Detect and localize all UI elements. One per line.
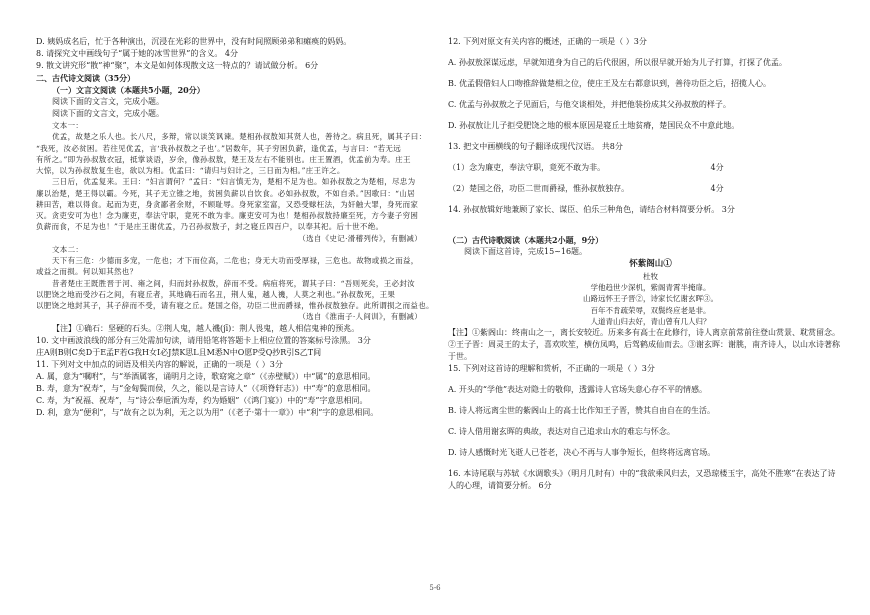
poem-line: 山路远怀王子晋②，诗家长忆谢玄晖③。 xyxy=(583,294,718,304)
subsection-heading: （一）文言文阅读（本题共5小题，20分） xyxy=(52,85,205,95)
question-option: D. 孙叔敖让儿子拒受肥饶之地的根本原因是寝丘土地贫瘠，楚国民众不中意此地。 xyxy=(448,121,740,130)
question-option: B. 优孟假借妇人口吻推辞做楚相之位，使庄王及左右都意识到，善待功臣之后，招揽人心。 xyxy=(448,79,771,88)
passage-line: 优孟，故楚之乐人也。长八尺，多辩，常以谈笑讽谏。楚相孙叔敖知其贤人也，善待之。病且死，属其子曰： xyxy=(52,132,427,142)
poem-line: 学他趋世少深机，紫阁青霄半掩扉。 xyxy=(590,283,711,292)
question-12: 12. 下列对原文有关内容的概述，正确的一项是（ ）3分 xyxy=(448,37,647,46)
passage-line: 有所之。”即为孙叔敖衣冠，抵掌谈语，岁余，像孙叔敖，楚王及左右不能别也。庄王置酒，优孟前为寿。庄王 xyxy=(36,154,411,164)
annotation: 于世。 xyxy=(448,352,472,361)
score: 4分 xyxy=(710,163,724,172)
question-10: 10. 文中画波浪线的部分有三处需加句读，请用铅笔将答题卡上相应位置的答案标号涂黑。 3分 xyxy=(36,335,371,345)
passage-line: 天下有三危：少德而多宠，一危也；才下而位高，二危也；身无大功而受厚禄，三危也。故物或损之而益， xyxy=(52,256,419,265)
section-heading: 二、古代诗文阅读（35分） xyxy=(36,73,136,83)
translation-sentence: （2）楚国之俗，功臣二世而爵禄，惟孙叔敖独存。 xyxy=(448,184,630,193)
question-11: 11. 下列对文中加点的词语及相关内容的解说，正确的一项是（ ）3分 xyxy=(36,359,283,369)
annotation: 【注】①确石：坚硬的石头。②荆人鬼，越人禨(jī)：荆人畏鬼，越人相信鬼神的预兆。 xyxy=(52,323,360,333)
subsection-heading: （二）古代诗歌阅读（本题共2小题，9分） xyxy=(448,235,604,245)
question-option: B. 诗人将远离尘世的紫阁山上的高士比作知王子晋，赞其自由自在的生活。 xyxy=(448,406,715,415)
question-option: D. 诗人感慨时光飞逝人已苍老，决心不再与人事争短长，但终将远离官场。 xyxy=(448,448,716,457)
instruction: 阅读下面这首诗，完成15~16题。 xyxy=(464,247,588,256)
question-option: A. 开头的“学他”表达对隐士的敬仰，透露诗人官场失意心存不平的情感。 xyxy=(448,385,708,394)
answer-markers: 庄A则B则C矣D于E孟F若G我H女I必J禁K思L且M悉N中O愿P受Q抄R引S乙T间 xyxy=(36,347,322,357)
question-option: D. 利，意为“便利”，与“故有之以为利，无之以为用”（《老子·第十一章》）中“利”字的意思相同。 xyxy=(36,407,379,417)
page-number: 5-6 xyxy=(429,584,441,592)
instruction: 阅读下面的文言文，完成小题。 xyxy=(52,109,164,118)
passage-line: 大惊，以为孙叔敖复生也，欲以为相。优孟曰：“请归与妇计之，三日而为相。”庄王许之。 xyxy=(36,166,345,175)
passage-line: 三日后，优孟复来。王曰：“妇言谓何？”孟曰：“妇言慎无为，楚相不足为也。如孙叔敖之为楚相，尽忠为 xyxy=(52,177,416,187)
poem-line: 百年不肯疏荣辱，双鬓终应老是非。 xyxy=(590,305,711,315)
question-8: 8. 请探究文中画线句子“属于她的冰雪世界”的含义。 4分 xyxy=(36,49,238,58)
score: 4分 xyxy=(710,184,724,193)
question-16-cont: 人的心理，请简要分析。 6分 xyxy=(448,481,552,490)
passage-line: “我死，汝必贫困。若往见优孟，言‘我孙叔敖之子也’。”居数年，其子穷困负薪，逢优孟，与言曰：“若无远 xyxy=(36,143,402,153)
poem-author: 杜牧 xyxy=(643,271,658,281)
passage-line: 或益之而损。何以知其然也？ xyxy=(36,267,138,277)
question-13: 13. 把文中画横线的句子翻译成现代汉语。 共8分 xyxy=(448,142,623,151)
poem-title: 怀紫阁山① xyxy=(629,259,672,269)
question-option: D. 姨妈成名后，忙于各种演出，沉浸在光彩的世界中，没有时间照顾弟弟和瘫痪的妈妈。 xyxy=(36,37,352,46)
translation-sentence: （1）念为廉吏，奉法守职，竟死不敢为非。 xyxy=(448,163,606,172)
question-option: A. 属，意为“嘱咐”，与“举酒属客，诵明月之诗，歌窈窕之章”（《赤壁赋》）中“属”的意思相同。 xyxy=(36,371,376,381)
passage-line: 昔者楚庄王既胜晋于河、雍之间，归而封孙叔敖，辞而不受。病疽将死，谓其子曰：“吾则死矣，王必封汝 xyxy=(52,278,415,288)
question-15: 15. 下列对这首诗的理解和赏析，不正确的一项是（ ）3分 xyxy=(448,364,655,373)
left-column xyxy=(36,36,436,419)
poem-line: 人道青山归去好，青山曾有几人归？ xyxy=(590,316,711,326)
text-label: 文本二： xyxy=(52,244,84,254)
passage-line-underlined: 以肥饶之地封其子，其子辞而不受，请有寝之丘。楚国之俗，功臣二世而爵禄，惟孙叔敖独存。此所谓损之而益也。 xyxy=(36,301,434,310)
question-option: A. 孙叔敖深谋远虑，早就知道身为自己的后代很困，所以很早就开始为儿子打算，打探了优孟。 xyxy=(448,58,787,67)
translation-item xyxy=(448,162,853,174)
translation-item xyxy=(448,183,853,195)
question-14: 14. 孙叔敖辑好地兼顾了家长、谋臣、伯乐三种角色，请结合材料简要分析。 3分 xyxy=(448,205,735,214)
text-label: 文本一： xyxy=(52,121,84,130)
right-column xyxy=(448,36,853,492)
question-16: 16. 本诗尾联与苏轼《水调歌头》（明月几时有）中的“我欲乘风归去，又恐琼楼玉宇，高处不胜寒”在表达了诗 xyxy=(448,469,836,478)
question-option: C. 优孟与孙叔敖之子见面后，与他交谈相处，并把他装扮成其父孙叔敖的样子。 xyxy=(448,100,731,109)
question-option: B. 寿，意为“祝寿”，与“金甸鬓而侯，久之，能以是言诗人”（《项脊轩志》）中“寿”的意思相同。 xyxy=(36,383,376,393)
annotation: ②王子晋：周灵王的太子，喜欢吹笙，横仿凤鸣，后驾鹤成仙而去。③谢玄晖：谢朓，南齐诗人，以山水诗著称 xyxy=(448,340,840,349)
passage-source: （选自《淮南子·人间训》，有删减） xyxy=(298,312,422,322)
question-option: C. 诗人借用谢玄晖的典故，表达对自己追求山水的难忘与怀念。 xyxy=(448,427,675,436)
passage-line: 负薪而食，不足为也！”于是庄王谢优孟，乃召孙叔敖子，封之寝丘四百户，以奉其祀。后十世不绝。 xyxy=(36,222,384,232)
passage-line: 耕田苦，难以得食。起而为吏，身贪鄙者余财，不顾耻辱。身死家室富，又恐受赇枉法，为奸触大罪，身死而家 xyxy=(36,199,419,209)
passage-line: 以肥饶之地而受沙石之间，有寝丘者，其地确石而名丑，荆人鬼，越人禨，人莫之利也。”孙叔敖死，王果 xyxy=(36,289,396,299)
question-option: C. 寿，为“祝福、祝寿”，与“诗公奉巵酒为寿，约为婚姻”（《鸿门宴》）中的“寿”字意思相同。 xyxy=(36,395,368,405)
passage-line-underlined: 灭。贪吏安可为也！念为廉吏，奉法守职，竟死不敢为非。廉吏安可为也！楚相孙叔敖持廉至死，方今妻子穷困 xyxy=(36,211,419,220)
instruction: 阅读下面的文言文，完成小题。 xyxy=(52,97,164,106)
passage-line: 廉以治楚，楚王得以霸。今死，其子无立锥之地，贫困负薪以自饮食。必如孙叔敖，不如自杀。”因歌曰：“山居 xyxy=(36,188,415,198)
annotation: 【注】①紫阁山：终南山之一，离长安较近。历来多有高士在此修行，诗人离京前常前往登山赏景、耽赏留念。 xyxy=(448,328,840,337)
question-9: 9. 散文讲究形“散”神“聚”，本文是如何体现散文这一特点的？请试做分析。 6分 xyxy=(36,61,319,70)
passage-source: （选自《史记·滑稽列传》，有删减） xyxy=(298,233,422,243)
